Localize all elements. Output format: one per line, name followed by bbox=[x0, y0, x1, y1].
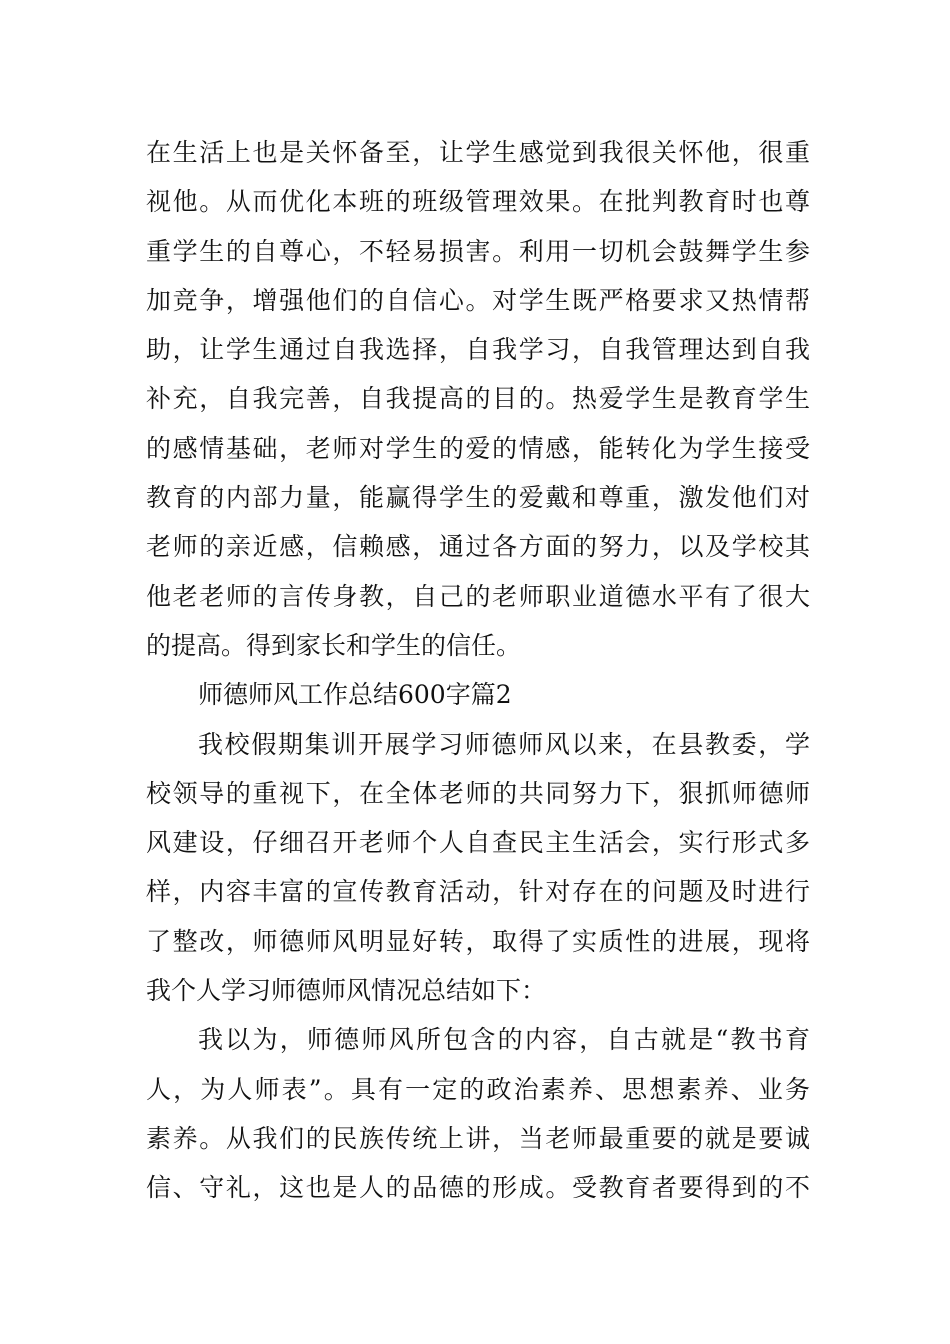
paragraph-line: 加竞争，增强他们的自信心。对学生既严格要求又热情帮 bbox=[146, 285, 810, 315]
paragraph-line: 老师的亲近感，信赖感，通过各方面的努力，以及学校其 bbox=[146, 532, 810, 562]
paragraph-line: 我校假期集训开展学习师德师风以来，在县教委，学 bbox=[198, 729, 810, 759]
paragraph-line: 信、守礼，这也是人的品德的形成。受教育者要得到的不 bbox=[146, 1173, 810, 1203]
paragraph-line: 的提高。得到家长和学生的信任。 bbox=[146, 630, 522, 660]
paragraph-line: 素养。从我们的民族传统上讲，当老师最重要的就是要诚 bbox=[146, 1123, 810, 1153]
paragraph-line: 样，内容丰富的宣传教育活动，针对存在的问题及时进行 bbox=[146, 877, 810, 907]
paragraph-line: 风建设，仔细召开老师个人自查民主生活会，实行形式多 bbox=[146, 828, 810, 858]
paragraph-2 bbox=[146, 720, 810, 1016]
document-body bbox=[146, 128, 810, 1213]
paragraph-line: 我以为，师德师风所包含的内容，自古就是“教书育 bbox=[198, 1025, 810, 1055]
paragraph-line: 他老老师的言传身教，自己的老师职业道德水平有了很大 bbox=[146, 581, 810, 611]
paragraph-line: 在生活上也是关怀备至，让学生感觉到我很关怀他，很重 bbox=[146, 138, 810, 167]
paragraph-line: 了整改，师德师风明显好转，取得了实质性的进展，现将 bbox=[146, 926, 810, 956]
section-heading: 师德师风工作总结600字篇2 bbox=[198, 680, 512, 710]
paragraph-line: 教育的内部力量，能赢得学生的爱戴和尊重，激发他们对 bbox=[146, 483, 810, 513]
paragraph-3 bbox=[146, 1015, 810, 1212]
paragraph-line: 人，为人师表”。具有一定的政治素养、思想素养、业务 bbox=[146, 1074, 810, 1104]
paragraph-line: 视他。从而优化本班的班级管理效果。在批判教育时也尊 bbox=[146, 187, 810, 217]
paragraph-line: 重学生的自尊心，不轻易损害。利用一切机会鼓舞学生参 bbox=[146, 236, 810, 266]
paragraph-line: 助，让学生通过自我选择，自我学习，自我管理达到自我 bbox=[146, 335, 810, 365]
paragraph-line: 我个人学习师德师风情况总结如下： bbox=[146, 976, 547, 1006]
paragraph-line: 校领导的重视下，在全体老师的共同努力下，狠抓师德师 bbox=[146, 778, 810, 808]
paragraph-line: 的感情基础，老师对学生的爱的情感，能转化为学生接受 bbox=[146, 433, 810, 463]
paragraph-line: 补充，自我完善，自我提高的目的。热爱学生是教育学生 bbox=[146, 384, 810, 414]
paragraph-1 bbox=[146, 128, 810, 670]
